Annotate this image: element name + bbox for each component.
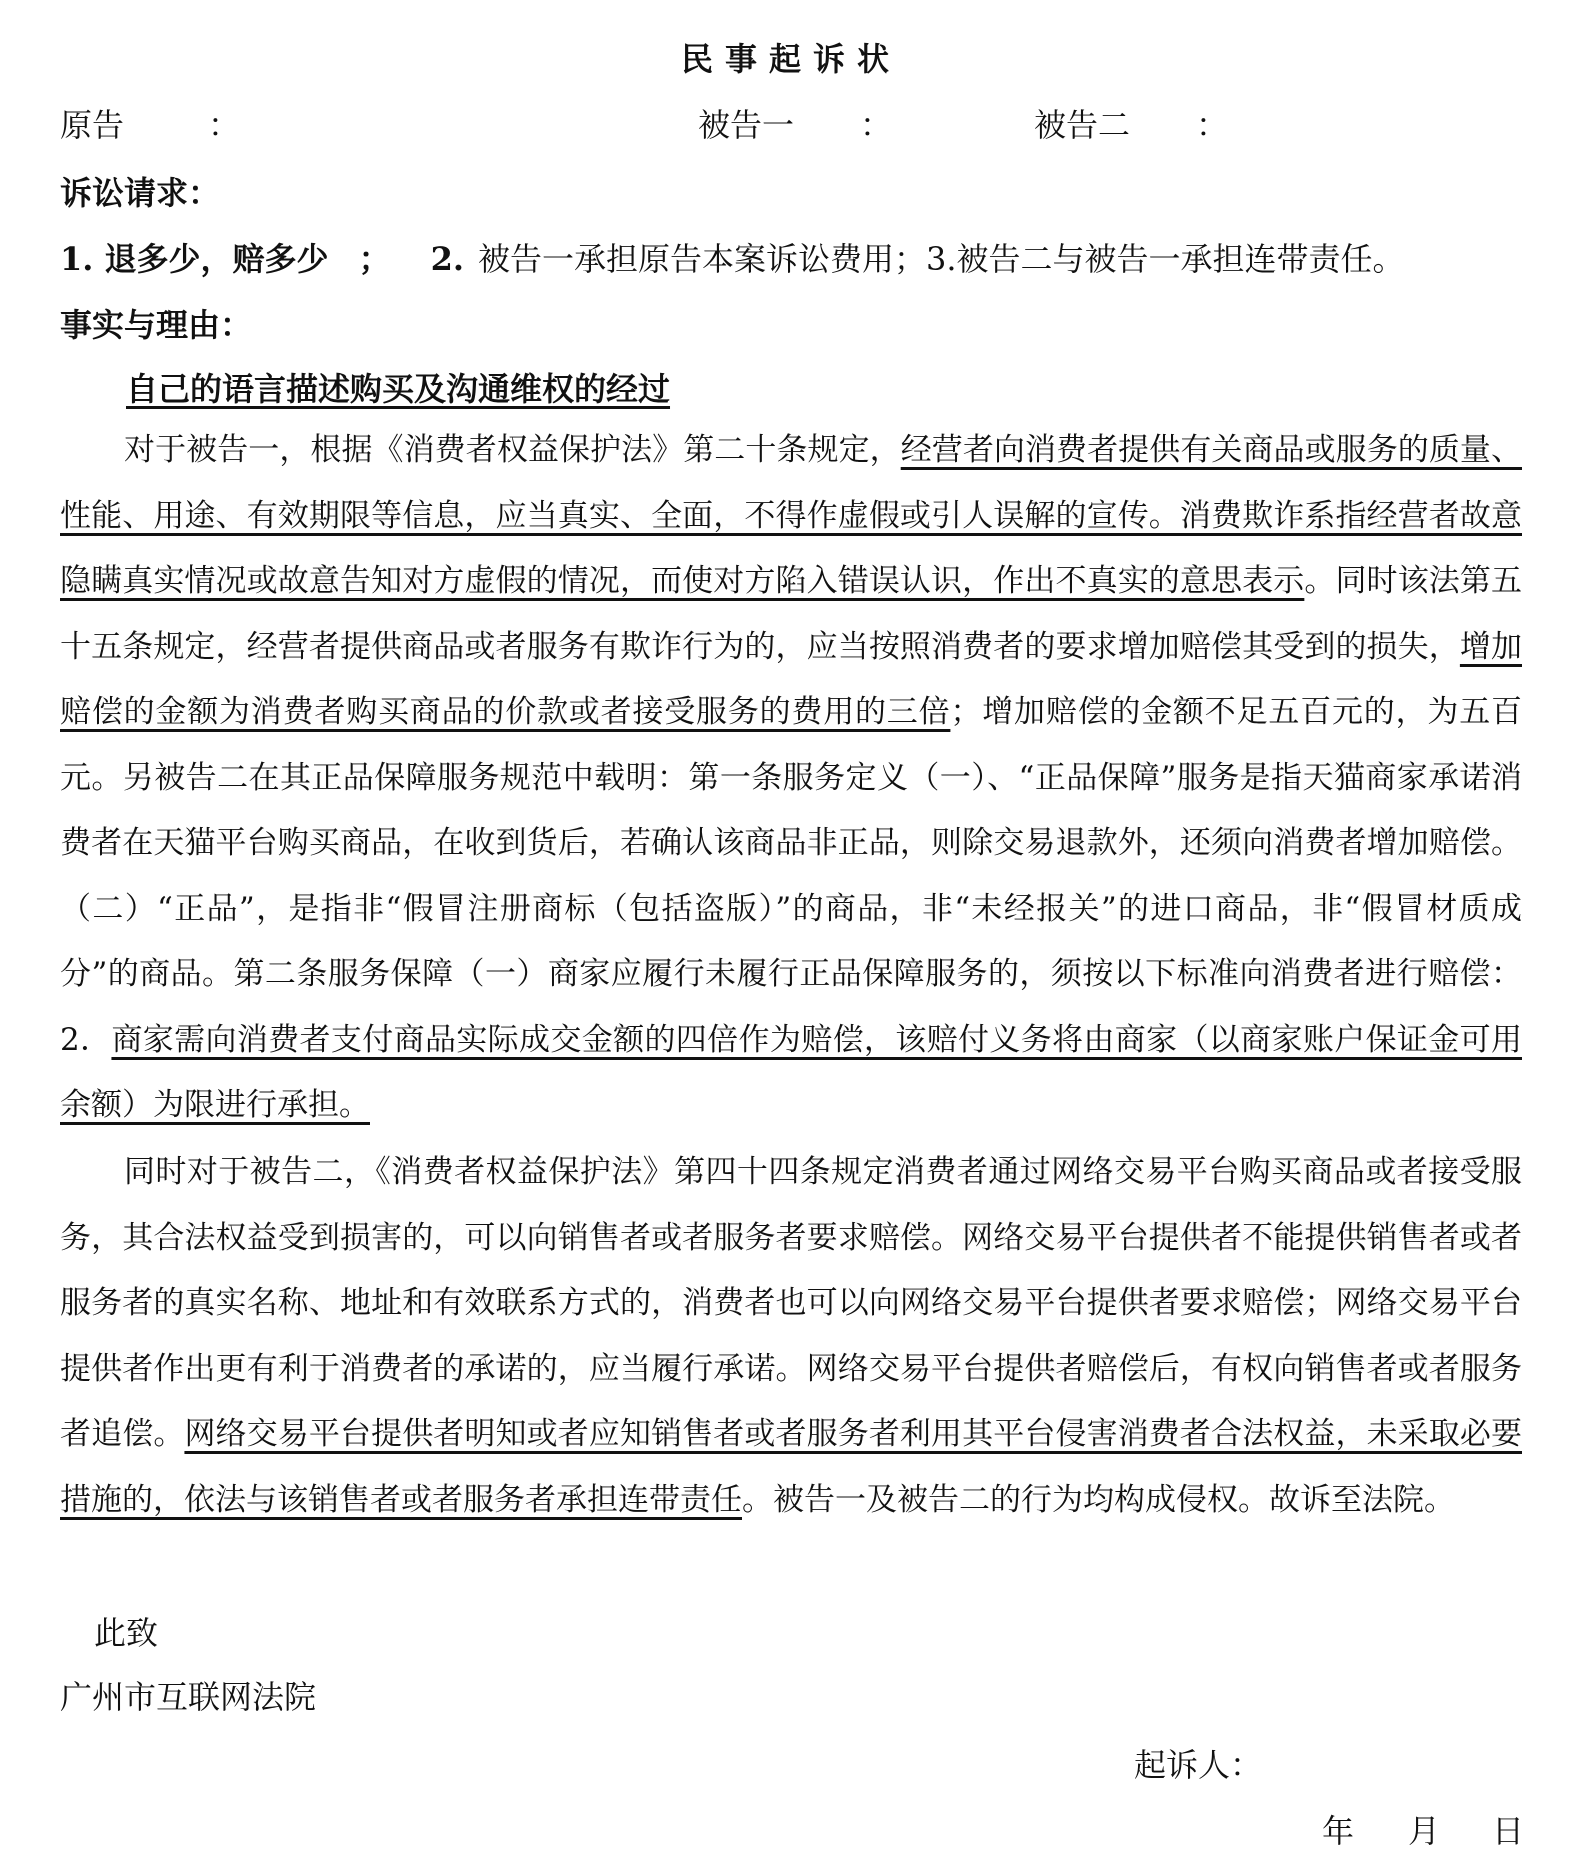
underlined-passage: 商家需向消费者支付商品实际成交金额的四倍作为赔偿，该赔付义务将由商家（以商家账户保证金可用余额）为限进行承担。 [60, 1021, 1522, 1123]
claims-heading: 诉讼请求： [60, 174, 221, 212]
claims-line [60, 234, 1405, 280]
defendant2-label: 被告二 [1034, 106, 1131, 144]
salutation: 此致 [94, 1614, 159, 1652]
claim-item-2-text: 被告一承担原告本案诉讼费用；3.被告二与被告一承担连带责任。 [477, 240, 1405, 278]
date-year: 年 [1322, 1812, 1355, 1850]
claim-item-1: 1. 退多少，赔多少 [60, 240, 329, 278]
claim-item-2-number: 2. [430, 240, 464, 278]
defendant1-colon: ： [860, 106, 893, 144]
facts-heading: 事实与理由： [60, 306, 253, 344]
document-title: 民事起诉状 [680, 40, 901, 78]
underlined-passage: 经营者向消费者提供有关商品或服务的质量、性能、用途、有效期限等信息，应当真实、全面，不得作虚假或引人误解的宣传。消费欺诈系指经营者故意隐瞒真实情况或故意告知对方虚假的情况，而使对方陷入错误认识，作出不真实的意思表示 [60, 432, 1522, 599]
signature-label: 起诉人： [1134, 1746, 1263, 1784]
facts-paragraph-2 [60, 1140, 1522, 1533]
plaintiff-label: 原告 [60, 106, 125, 144]
defendant1-label: 被告一 [698, 106, 795, 144]
date-month: 月 [1408, 1812, 1441, 1850]
court-name: 广州市互联网法院 [60, 1678, 317, 1716]
paragraph-text: 。被告一及被告二的行为均构成侵权。故诉至法院。 [742, 1481, 1455, 1518]
paragraph-text: 同时对于被告二，《消费者权益保护法》第四十四条规定消费者通过网络交易平台购买商品或者接受服务，其合法权益受到损害的，可以向销售者或者服务者要求赔偿。网络交易平台提供者不能提供销售者或者服务者的真实名称、地址和有效联系方式的，消费者也可以向网络交易平台提供者要求赔偿；网络交易平台提供者作出更有利于消费者的承诺的，应当履行承诺。网络交易平台提供者赔偿后，有权向销售者或者服务者追偿。 [60, 1154, 1522, 1452]
date-day: 日 [1492, 1812, 1525, 1850]
plaintiff-colon: ： [208, 106, 241, 144]
claim-separator: ； [358, 240, 391, 278]
underlined-passage: 网络交易平台提供者明知或者应知销售者或者服务者利用其平台侵害消费者合法权益，未采取必要措施的，依法与该销售者或者服务者承担连带责任 [60, 1416, 1522, 1518]
underlined-passage: 增加赔偿的金额为消费者购买商品的价款或者接受服务的费用的三倍 [60, 628, 1522, 730]
paragraph-text: ；增加赔偿的金额不足五百元的，为五百元。另被告二在其正品保障服务规范中载明：第一条服务定义（一）、“正品保障”服务是指天猫商家承诺消费者在天猫平台购买商品，在收到货后，若确认该商品非正品，则除交易退款外，还须向消费者增加赔偿。（二）“正品”，是指非“假冒注册商标（包括盗版）”的商品，非“未经报关”的进口商品，非“假冒材质成分”的商品。第二条服务保障（一）商家应履行未履行正品保障服务的，须按以下标准向消费者进行赔偿：2． [60, 694, 1523, 1058]
defendant2-colon: ： [1196, 106, 1229, 144]
paragraph-text: 。同时该法第五十五条规定，经营者提供商品或者服务有欺诈行为的，应当按照消费者的要求增加赔偿其受到的损失， [60, 563, 1522, 665]
paragraph-text: 对于被告一，根据《消费者权益保护法》第二十条规定， [124, 432, 901, 468]
facts-paragraph-1 [60, 418, 1522, 1139]
facts-subheading: 自己的语言描述购买及沟通维权的经过 [126, 370, 671, 408]
